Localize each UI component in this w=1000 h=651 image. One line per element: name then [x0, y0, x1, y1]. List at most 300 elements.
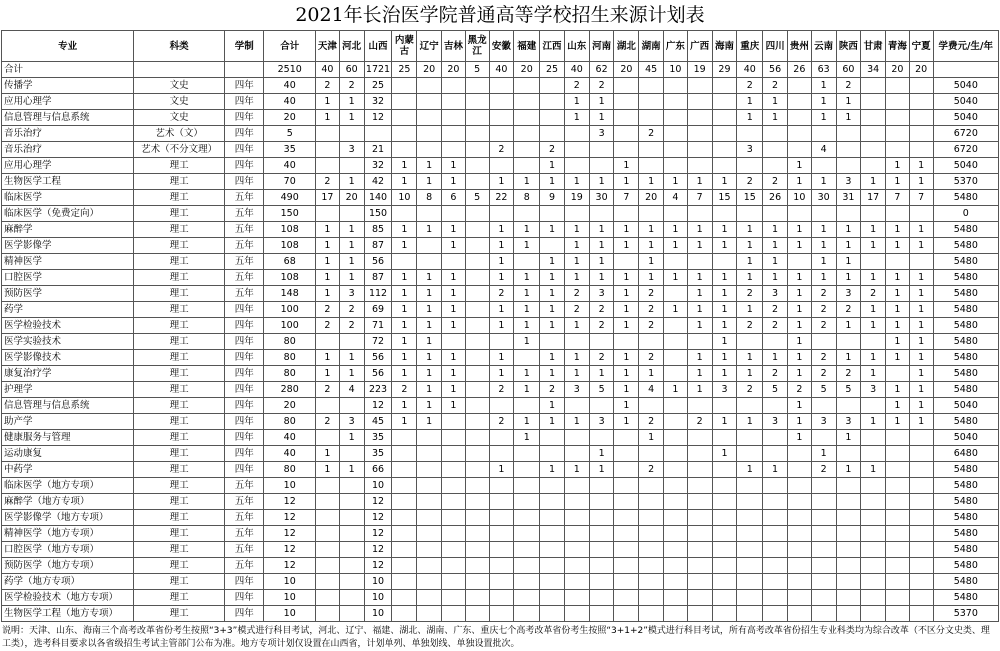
table-cell — [763, 430, 788, 446]
table-cell: 2 — [687, 414, 712, 430]
table-cell: 1 — [712, 366, 737, 382]
table-cell — [589, 558, 614, 574]
table-cell — [886, 366, 910, 382]
table-cell: 1 — [614, 270, 639, 286]
table-cell: 2 — [787, 382, 811, 398]
table-cell — [316, 158, 340, 174]
table-cell: 40 — [264, 158, 316, 174]
table-cell: 150 — [264, 206, 316, 222]
table-cell: 1 — [392, 302, 417, 318]
table-cell: 1 — [392, 318, 417, 334]
table-cell — [442, 206, 466, 222]
table-cell: 2 — [737, 286, 763, 302]
table-cell — [861, 78, 886, 94]
table-cell: 1 — [836, 222, 861, 238]
table-cell: 72 — [364, 334, 392, 350]
table-cell — [811, 574, 836, 590]
table-cell — [664, 286, 688, 302]
table-cell — [417, 462, 442, 478]
table-cell — [442, 606, 466, 622]
table-cell: 1 — [589, 222, 614, 238]
table-cell — [664, 126, 688, 142]
table-cell — [763, 510, 788, 526]
table-cell: 1 — [442, 302, 466, 318]
table-cell: 1 — [417, 366, 442, 382]
table-cell — [687, 574, 712, 590]
table-cell — [687, 94, 712, 110]
table-cell: 1 — [836, 318, 861, 334]
table-cell: 2 — [316, 414, 340, 430]
table-cell: 理工 — [134, 542, 225, 558]
table-cell: 2 — [737, 78, 763, 94]
table-cell: 1 — [787, 270, 811, 286]
table-cell: 2 — [763, 174, 788, 190]
tuition-cell: 5370 — [933, 606, 998, 622]
column-header: 山东 — [564, 31, 589, 62]
table-cell: 1 — [712, 302, 737, 318]
table-cell: 1 — [589, 462, 614, 478]
table-cell — [540, 430, 565, 446]
table-cell — [861, 574, 886, 590]
table-cell — [763, 206, 788, 222]
table-cell — [639, 142, 664, 158]
table-cell: 4 — [811, 142, 836, 158]
table-cell — [836, 526, 861, 542]
table-cell: 34 — [861, 62, 886, 78]
table-cell: 1 — [712, 318, 737, 334]
table-cell: 四年 — [225, 398, 264, 414]
table-cell: 1 — [687, 286, 712, 302]
table-cell: 1 — [664, 222, 688, 238]
table-cell: 理工 — [134, 334, 225, 350]
tuition-cell: 5480 — [933, 526, 998, 542]
table-cell — [489, 334, 514, 350]
table-cell: 1 — [712, 350, 737, 366]
table-cell — [514, 94, 540, 110]
table-cell — [489, 494, 514, 510]
table-cell: 1 — [489, 174, 514, 190]
table-cell: 1 — [614, 350, 639, 366]
table-cell: 1 — [909, 270, 933, 286]
table-cell: 2 — [639, 302, 664, 318]
table-cell: 1 — [836, 462, 861, 478]
table-cell — [639, 478, 664, 494]
table-cell — [614, 478, 639, 494]
table-cell: 理工 — [134, 174, 225, 190]
table-cell — [861, 206, 886, 222]
table-cell — [465, 94, 489, 110]
table-cell: 1 — [316, 222, 340, 238]
table-cell: 五年 — [225, 526, 264, 542]
table-cell: 2 — [861, 286, 886, 302]
table-cell: 理工 — [134, 286, 225, 302]
table-cell: 20 — [909, 62, 933, 78]
table-cell: 1 — [763, 462, 788, 478]
table-cell — [737, 510, 763, 526]
table-cell: 2 — [489, 414, 514, 430]
table-cell: 60 — [339, 62, 364, 78]
table-cell: 1 — [712, 238, 737, 254]
table-cell: 1 — [886, 238, 910, 254]
table-cell: 1 — [763, 350, 788, 366]
table-cell: 1 — [861, 302, 886, 318]
table-cell — [861, 606, 886, 622]
table-cell — [339, 398, 364, 414]
table-cell — [316, 494, 340, 510]
table-cell — [886, 558, 910, 574]
major-cell: 生物医学工程 — [2, 174, 134, 190]
table-cell: 2510 — [264, 62, 316, 78]
table-cell: 1 — [540, 286, 565, 302]
tuition-cell: 5480 — [933, 574, 998, 590]
table-cell: 68 — [264, 254, 316, 270]
table-cell — [787, 126, 811, 142]
table-cell: 四年 — [225, 302, 264, 318]
table-cell — [909, 542, 933, 558]
table-cell — [465, 286, 489, 302]
table-row — [2, 446, 999, 462]
table-cell — [909, 94, 933, 110]
table-cell: 1 — [737, 270, 763, 286]
table-cell: 1 — [316, 110, 340, 126]
table-cell — [540, 334, 565, 350]
table-cell: 1 — [442, 318, 466, 334]
column-header: 广西 — [687, 31, 712, 62]
table-cell — [316, 526, 340, 542]
table-cell: 29 — [712, 62, 737, 78]
table-cell: 1 — [514, 318, 540, 334]
table-cell: 四年 — [225, 142, 264, 158]
table-cell — [639, 494, 664, 510]
table-cell — [687, 494, 712, 510]
table-cell: 1 — [540, 462, 565, 478]
table-cell: 四年 — [225, 78, 264, 94]
table-cell — [417, 558, 442, 574]
table-cell — [514, 206, 540, 222]
table-cell — [564, 126, 589, 142]
column-header: 湖南 — [639, 31, 664, 62]
table-cell — [737, 126, 763, 142]
table-cell: 1 — [886, 222, 910, 238]
table-cell — [417, 526, 442, 542]
table-cell: 五年 — [225, 478, 264, 494]
table-cell — [712, 254, 737, 270]
table-cell: 理工 — [134, 606, 225, 622]
table-cell: 1 — [442, 382, 466, 398]
table-cell: 112 — [364, 286, 392, 302]
table-cell — [737, 542, 763, 558]
table-cell — [564, 510, 589, 526]
table-cell: 2 — [489, 382, 514, 398]
table-cell: 1 — [909, 158, 933, 174]
table-cell — [614, 510, 639, 526]
table-cell — [737, 334, 763, 350]
tuition-cell: 5480 — [933, 238, 998, 254]
table-cell — [664, 478, 688, 494]
table-cell — [909, 254, 933, 270]
table-cell: 31 — [836, 190, 861, 206]
major-cell: 信息管理与信息系统 — [2, 110, 134, 126]
table-cell — [514, 478, 540, 494]
table-cell: 1 — [540, 174, 565, 190]
table-cell — [712, 462, 737, 478]
table-cell: 四年 — [225, 382, 264, 398]
major-cell: 护理学 — [2, 382, 134, 398]
table-cell — [836, 398, 861, 414]
table-cell — [763, 334, 788, 350]
table-cell — [316, 590, 340, 606]
table-cell: 10 — [664, 62, 688, 78]
table-cell: 2 — [639, 126, 664, 142]
table-cell — [886, 542, 910, 558]
table-cell: 四年 — [225, 590, 264, 606]
table-cell: 1 — [886, 302, 910, 318]
column-header: 河南 — [589, 31, 614, 62]
table-cell — [664, 510, 688, 526]
table-cell: 四年 — [225, 430, 264, 446]
table-cell — [392, 94, 417, 110]
tuition-cell: 5480 — [933, 270, 998, 286]
table-cell — [316, 510, 340, 526]
major-cell: 药学（地方专项） — [2, 574, 134, 590]
table-cell — [787, 558, 811, 574]
table-cell: 2 — [589, 302, 614, 318]
table-cell: 1 — [861, 350, 886, 366]
table-cell — [392, 494, 417, 510]
table-cell: 四年 — [225, 318, 264, 334]
table-cell — [712, 542, 737, 558]
table-cell — [540, 542, 565, 558]
table-cell: 文史 — [134, 110, 225, 126]
table-cell — [886, 206, 910, 222]
table-cell — [737, 526, 763, 542]
table-cell: 2 — [316, 318, 340, 334]
table-cell — [909, 590, 933, 606]
table-cell: 1 — [316, 446, 340, 462]
table-cell: 1 — [861, 462, 886, 478]
table-cell — [442, 110, 466, 126]
column-header: 海南 — [712, 31, 737, 62]
table-cell — [861, 558, 886, 574]
tuition-cell: 5040 — [933, 110, 998, 126]
table-cell: 四年 — [225, 366, 264, 382]
table-cell — [316, 334, 340, 350]
table-cell — [664, 606, 688, 622]
table-cell: 2 — [589, 318, 614, 334]
table-cell — [442, 462, 466, 478]
table-cell — [886, 494, 910, 510]
table-cell: 10 — [787, 190, 811, 206]
major-cell: 助产学 — [2, 414, 134, 430]
table-cell — [339, 478, 364, 494]
table-cell: 四年 — [225, 110, 264, 126]
table-cell: 1 — [564, 174, 589, 190]
table-cell: 1 — [712, 270, 737, 286]
table-cell — [614, 254, 639, 270]
table-cell: 1 — [564, 254, 589, 270]
table-cell — [514, 350, 540, 366]
major-cell: 健康服务与管理 — [2, 430, 134, 446]
table-cell — [489, 78, 514, 94]
table-cell: 12 — [364, 510, 392, 526]
table-cell — [225, 62, 264, 78]
table-cell: 1 — [489, 366, 514, 382]
table-cell: 2 — [564, 286, 589, 302]
table-cell — [787, 574, 811, 590]
table-cell: 五年 — [225, 286, 264, 302]
table-cell — [886, 574, 910, 590]
table-cell — [614, 206, 639, 222]
table-cell — [861, 398, 886, 414]
table-row — [2, 334, 999, 350]
table-cell: 62 — [589, 62, 614, 78]
table-cell — [639, 590, 664, 606]
table-cell: 2 — [639, 286, 664, 302]
table-cell — [540, 494, 565, 510]
table-cell — [589, 206, 614, 222]
table-cell — [737, 590, 763, 606]
table-cell: 1 — [664, 174, 688, 190]
table-cell — [417, 110, 442, 126]
table-row — [2, 590, 999, 606]
table-cell — [614, 590, 639, 606]
table-cell: 40 — [564, 62, 589, 78]
table-cell: 1 — [316, 94, 340, 110]
table-cell: 四年 — [225, 606, 264, 622]
table-cell — [664, 526, 688, 542]
table-cell — [664, 94, 688, 110]
table-cell: 20 — [264, 110, 316, 126]
table-cell — [514, 510, 540, 526]
table-cell: 66 — [364, 462, 392, 478]
table-cell — [614, 526, 639, 542]
table-cell — [392, 78, 417, 94]
table-cell: 艺术（不分文理） — [134, 142, 225, 158]
table-cell — [687, 526, 712, 542]
column-header: 贵州 — [787, 31, 811, 62]
table-cell — [909, 142, 933, 158]
table-cell: 2 — [836, 78, 861, 94]
table-cell — [763, 446, 788, 462]
table-cell — [540, 510, 565, 526]
table-cell — [861, 254, 886, 270]
table-cell: 1 — [687, 350, 712, 366]
table-cell: 理工 — [134, 398, 225, 414]
table-cell — [712, 78, 737, 94]
table-cell: 1 — [787, 238, 811, 254]
table-cell: 1 — [417, 318, 442, 334]
table-cell — [614, 606, 639, 622]
table-cell — [836, 158, 861, 174]
table-cell: 1 — [489, 350, 514, 366]
table-cell: 10 — [264, 574, 316, 590]
table-cell — [712, 558, 737, 574]
major-cell: 医学影像学（地方专项） — [2, 510, 134, 526]
table-cell: 1 — [316, 462, 340, 478]
table-cell — [909, 526, 933, 542]
table-cell: 2 — [836, 366, 861, 382]
major-cell: 预防医学（地方专项） — [2, 558, 134, 574]
major-cell: 精神医学（地方专项） — [2, 526, 134, 542]
table-cell: 四年 — [225, 574, 264, 590]
table-cell: 5 — [763, 382, 788, 398]
major-cell: 医学实验技术 — [2, 334, 134, 350]
table-cell — [687, 158, 712, 174]
column-header: 学制 — [225, 31, 264, 62]
table-cell: 五年 — [225, 222, 264, 238]
table-cell: 1 — [909, 334, 933, 350]
column-header: 广东 — [664, 31, 688, 62]
table-cell: 5 — [836, 382, 861, 398]
table-cell — [664, 158, 688, 174]
table-cell — [687, 558, 712, 574]
table-cell — [564, 142, 589, 158]
table-cell: 10 — [264, 590, 316, 606]
table-cell — [564, 430, 589, 446]
table-cell: 1 — [787, 366, 811, 382]
table-cell — [909, 494, 933, 510]
table-cell — [861, 478, 886, 494]
table-cell: 1 — [540, 254, 565, 270]
table-cell: 3 — [589, 126, 614, 142]
major-cell: 药学 — [2, 302, 134, 318]
table-cell — [514, 558, 540, 574]
table-cell: 1 — [316, 270, 340, 286]
table-cell — [316, 574, 340, 590]
table-cell — [316, 398, 340, 414]
tuition-cell: 5480 — [933, 382, 998, 398]
table-row — [2, 430, 999, 446]
table-cell — [489, 446, 514, 462]
table-row — [2, 398, 999, 414]
table-cell: 3 — [836, 414, 861, 430]
table-cell — [811, 398, 836, 414]
table-cell: 1 — [787, 158, 811, 174]
table-cell: 7 — [909, 190, 933, 206]
table-cell — [442, 126, 466, 142]
tuition-cell: 5480 — [933, 510, 998, 526]
table-cell: 2 — [811, 286, 836, 302]
table-cell: 理工 — [134, 574, 225, 590]
table-cell — [465, 222, 489, 238]
table-cell: 1 — [489, 238, 514, 254]
table-cell: 10 — [264, 606, 316, 622]
table-cell: 1 — [339, 174, 364, 190]
table-cell: 1 — [811, 446, 836, 462]
table-cell: 四年 — [225, 350, 264, 366]
table-cell: 1 — [614, 382, 639, 398]
table-cell — [392, 126, 417, 142]
table-cell: 1 — [564, 222, 589, 238]
table-cell: 1 — [861, 414, 886, 430]
table-cell — [465, 318, 489, 334]
table-cell — [861, 334, 886, 350]
major-cell: 医学影像技术 — [2, 350, 134, 366]
table-cell — [664, 78, 688, 94]
table-cell — [737, 558, 763, 574]
table-cell: 2 — [316, 78, 340, 94]
table-cell: 1 — [339, 254, 364, 270]
table-cell — [465, 174, 489, 190]
table-cell — [514, 526, 540, 542]
table-cell: 1 — [417, 350, 442, 366]
table-cell — [909, 478, 933, 494]
table-cell: 1 — [589, 446, 614, 462]
column-header: 山西 — [364, 31, 392, 62]
table-cell: 五年 — [225, 190, 264, 206]
table-cell: 20 — [442, 62, 466, 78]
table-cell — [836, 542, 861, 558]
